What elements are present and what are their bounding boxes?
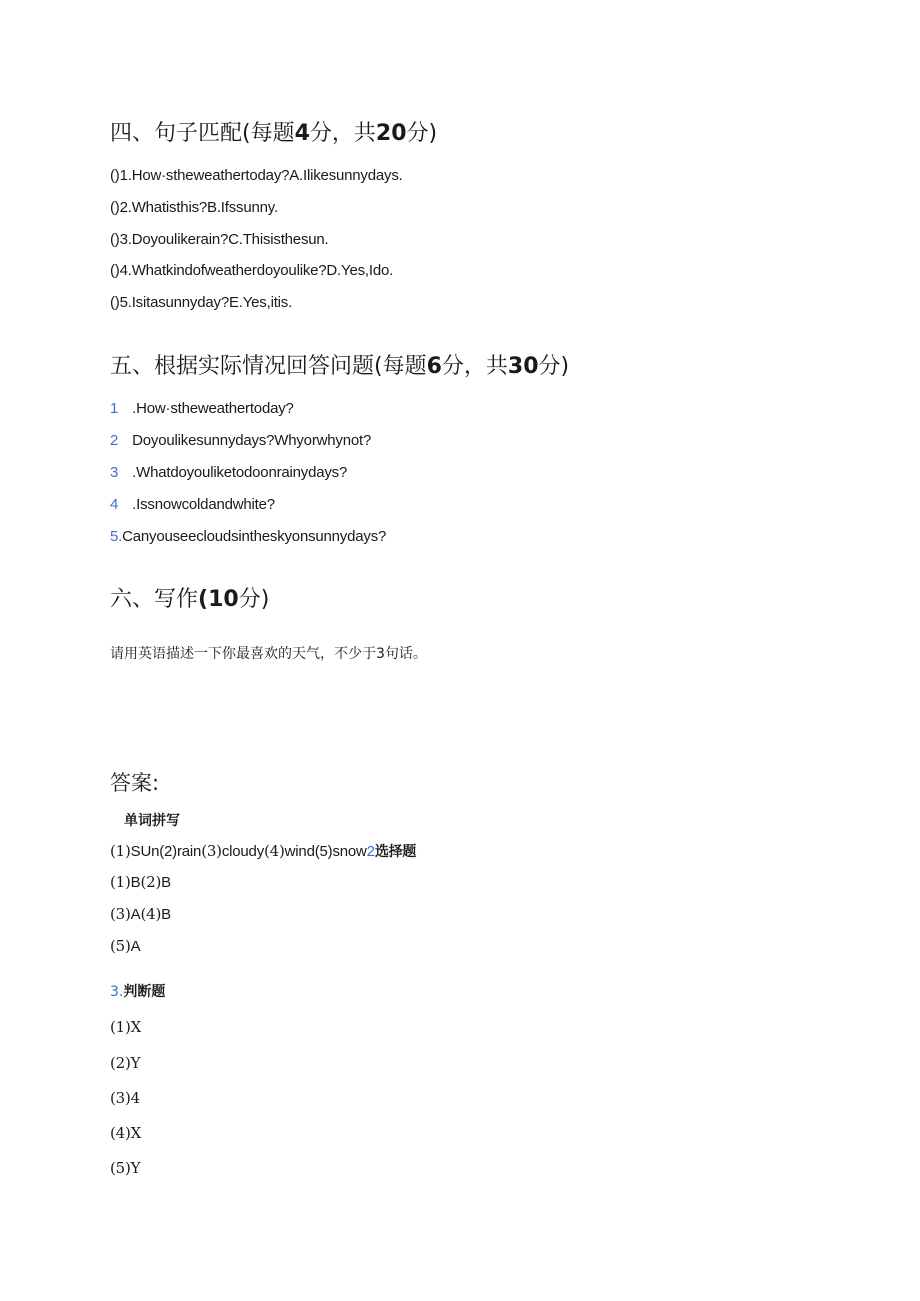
question-number: 2 xyxy=(110,432,119,449)
question-item-2 xyxy=(110,432,371,449)
question-text: .Whatdoyouliketodoonrainydays? xyxy=(132,464,348,481)
match-item-1: ()1.How·stheweathertoday?A.Ilikesunnydays. xyxy=(110,167,403,184)
question-text: Canyouseecloudsintheskyonsunnydays? xyxy=(122,528,387,545)
match-item-2: ()2.Whatisthis?B.Ifssunny. xyxy=(110,199,278,216)
answer-line-choice-1: (1)B(2)B xyxy=(110,873,171,891)
answer-line-choice-2: (3)A(4)B xyxy=(110,905,171,923)
match-item-3: ()3.Doyoulikerain?C.Thisisthesun. xyxy=(110,231,329,248)
question-item-1 xyxy=(110,400,294,417)
question-item-4 xyxy=(110,496,275,513)
judge-answer-3: (3)4 xyxy=(110,1089,140,1107)
writing-prompt: 请用英语描述一下你最喜欢的天气，不少于3句话。 xyxy=(110,646,427,662)
question-text: .Issnowcoldandwhite? xyxy=(132,496,275,513)
answers-sub-judge: 3.判断题 xyxy=(110,984,166,1000)
question-item-3 xyxy=(110,464,347,481)
answer-line-choice-3: (5)A xyxy=(110,937,141,955)
question-text: Doyoulikesunnydays?Whyorwhynot? xyxy=(132,432,372,449)
question-number: 3 xyxy=(110,464,119,481)
answers-sub-spelling: 单词拼写 xyxy=(124,813,180,829)
judge-answer-2: (2)Y xyxy=(110,1054,141,1072)
judge-answer-5: (5)Y xyxy=(110,1159,141,1177)
question-number: 1 xyxy=(110,400,119,417)
question-item-5 xyxy=(110,528,386,545)
question-number: 4 xyxy=(110,496,119,513)
judge-answer-1: (1)X xyxy=(110,1018,142,1036)
answer-line-spelling: (1)SUn(2)rain(3)cloudy(4)wind(5)snow2选择题 xyxy=(110,842,417,860)
question-text: .How·stheweathertoday? xyxy=(132,400,294,417)
match-item-5: ()5.Isitasunnyday?E.Yes,itis. xyxy=(110,294,293,311)
match-item-4: ()4.Whatkindofweatherdoyoulike?D.Yes,Ido. xyxy=(110,262,394,279)
answers-heading: 答案: xyxy=(110,771,160,795)
section5-title: 五、根据实际情况回答问题(每题6分，共30分) xyxy=(110,354,570,379)
section4-title: 四、句子匹配(每题4分，共20分) xyxy=(110,121,438,146)
question-number: 5. xyxy=(110,528,123,545)
answers-sub-choice: 选择题 xyxy=(374,844,417,860)
section6-title: 六、写作(10分) xyxy=(110,587,270,612)
judge-answer-4: (4)X xyxy=(110,1124,142,1142)
